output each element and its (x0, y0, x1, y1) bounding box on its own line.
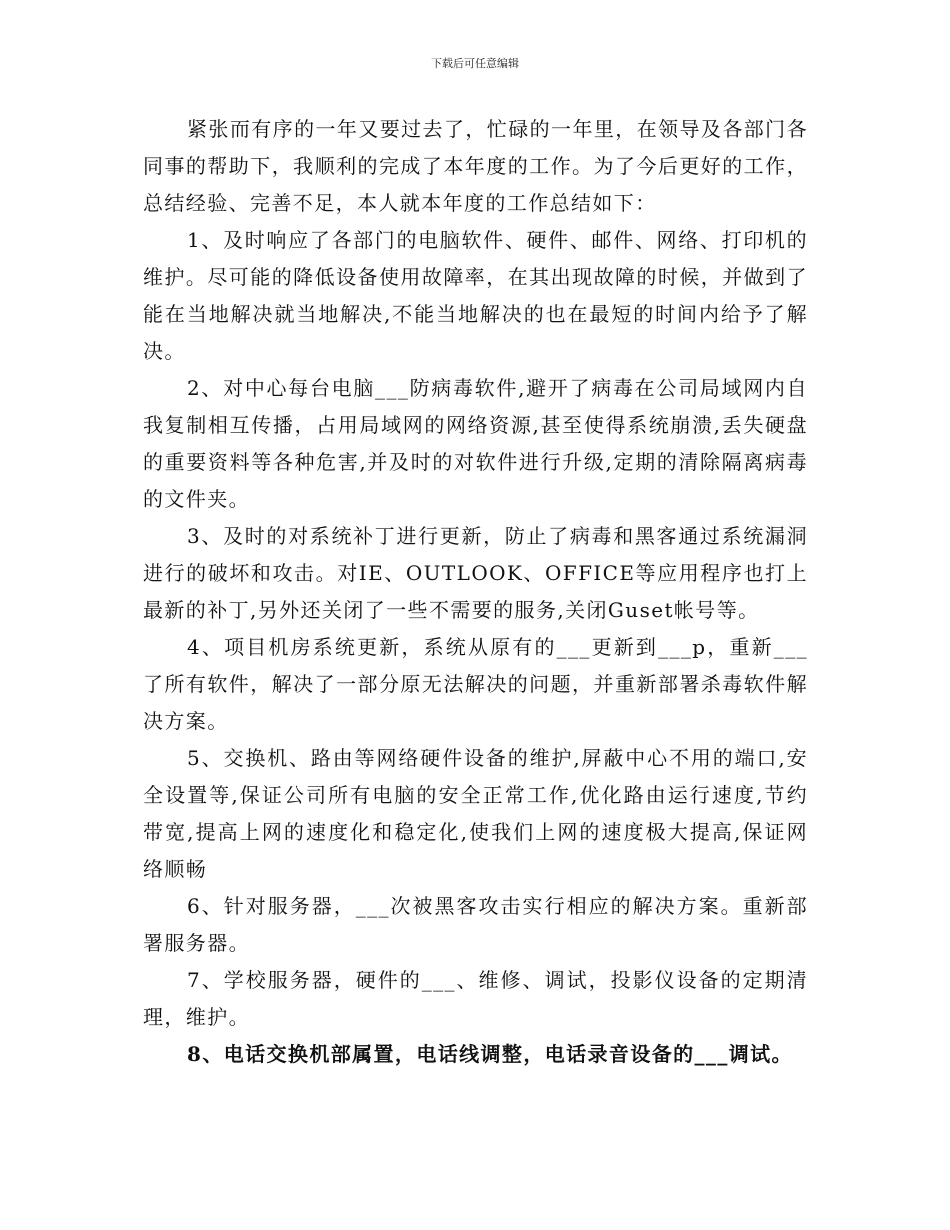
item-2-paragraph: 2、对中心每台电脑___防病毒软件,避开了病毒在公司局域网内自我复制相互传播，占用局域网的网络资源,甚至使得系统崩溃,丢失硬盘的重要资料等各种危害,并及时的对软件进行升级,定期的清除隔离病毒的文件夹。 (143, 376, 808, 511)
item-8-paragraph: 8、电话交换机部属置，电话线调整，电话录音设备的___调试。 (187, 1042, 793, 1066)
item-4-paragraph: 4、项目机房系统更新，系统从原有的___更新到___p，重新___了所有软件，解决了一部分原无法解决的问题，并重新部署杀毒软件解决方案。 (143, 635, 808, 733)
page-header: 下载后可任意编辑 (431, 57, 519, 70)
item-5-paragraph: 5、交换机、路由等网络硬件设备的维护,屏蔽中心不用的端口,安全设置等,保证公司所有电脑的安全正常工作,优化路由运行速度,节约带宽,提高上网的速度化和稳定化,使我们上网的速度极大提高,保证网络顺畅 (143, 746, 808, 881)
document-body (143, 111, 808, 1073)
item-6-paragraph: 6、针对服务器，___次被黑客攻击实行相应的解决方案。重新部署服务器。 (143, 894, 808, 955)
intro-paragraph: 紧张而有序的一年又要过去了，忙碌的一年里，在领导及各部门各同事的帮助下，我顺利的完成了本年度的工作。为了今后更好的工作，总结经验、完善不足，本人就本年度的工作总结如下： (143, 117, 808, 215)
item-3-paragraph: 3、及时的对系统补丁进行更新，防止了病毒和黑客通过系统漏洞进行的破坏和攻击。对IE、OUTLOOK、OFFICE等应用程序也打上最新的补丁,另外还关闭了一些不需要的服务,关闭Guset帐号等。 (143, 524, 808, 622)
item-1-paragraph: 1、及时响应了各部门的电脑软件、硬件、邮件、网络、打印机的维护。尽可能的降低设备使用故障率，在其出现故障的时候，并做到了能在当地解决就当地解决,不能当地解决的也在最短的时间内给予了解决。 (143, 228, 808, 363)
item-7-paragraph: 7、学校服务器，硬件的___、维修、调试，投影仪设备的定期清理，维护。 (143, 968, 808, 1029)
